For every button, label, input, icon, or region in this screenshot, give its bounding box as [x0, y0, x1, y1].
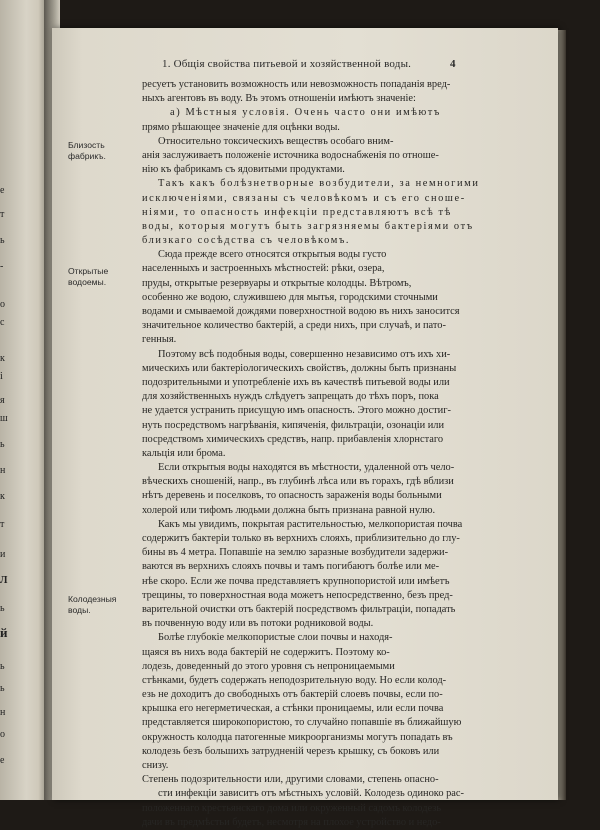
text-line: нію къ фабрикамъ съ ядовитыми продуктами.	[142, 164, 345, 176]
body-text	[142, 78, 528, 830]
left-page-fragment: с	[0, 317, 5, 328]
text-line: положеннаго крестьянскаго дома или окруженный садомъ колодезь	[142, 802, 442, 814]
text-line: Болѣе глубокіе мелкопористые слои почвы и находя-	[158, 632, 393, 644]
left-page-fragment: о	[0, 729, 5, 740]
text-line: бины въ 4 метра. Попавшіе на землю заразные возбудители задержи-	[142, 547, 449, 559]
text-line: ваются въ верхнихъ слояхъ почвы и тамъ погибаютъ болѣе или ме-	[142, 561, 440, 573]
text-line: пруды, открытые резервуары и открытые колодцы. Вѣтромъ,	[142, 277, 412, 289]
left-page-fragment: т	[0, 209, 5, 220]
text-line: дачи въ предмѣстьи будетъ, несмотря на плохое устройство и недо-	[142, 816, 441, 828]
text-line: Относительно токсическихъ веществъ особаго вним-	[158, 135, 394, 147]
text-line: мическихъ или бактеріологическихъ свойствъ, должны быть признаны	[142, 362, 457, 374]
text-line: прямо рѣшающее значеніе для оцѣнки воды.	[142, 121, 340, 133]
left-page-fragment: -	[0, 261, 4, 272]
left-page-fragment: н	[0, 465, 6, 476]
text-line: кальція или брома.	[142, 447, 226, 459]
left-page-fragment: и	[0, 549, 6, 560]
text-line: варительной очистки отъ бактерій посредствомъ фильтраціи, попадать	[142, 603, 456, 615]
text-line: воды, которыя могутъ быть загрязняемы бактеріями отъ	[142, 220, 474, 232]
left-page-fragment: о	[0, 299, 5, 310]
left-page-fragment: ь	[0, 439, 5, 450]
text-line: а) Мѣстныя условія. Очень часто они имѣютъ	[170, 107, 441, 119]
text-line: Степень подозрительности или, другими словами, степень опасно-	[142, 774, 439, 786]
text-line: Такъ какъ болѣзнетворные возбудители, за немногими	[158, 178, 480, 190]
left-page-fragment: ш	[0, 413, 8, 424]
left-page-fragment: ь	[0, 235, 5, 246]
page-number: 4	[450, 58, 456, 70]
text-line: ресуетъ установить возможность или невозможность попаданія вред-	[142, 79, 451, 90]
text-line: анія заслуживаетъ положеніе источника водоснабженія по отноше-	[142, 149, 439, 161]
text-line: населенныхъ и застроенныхъ мѣстностей: рѣки, озера,	[142, 263, 385, 275]
text-line: нѣе скоро. Если же почва представляетъ крупнопористой или имѣетъ	[142, 575, 450, 587]
text-line: снизу.	[142, 760, 169, 771]
left-page-fragment: Л	[0, 575, 8, 586]
running-header-title: 1. Общія свойства питьевой и хозяйственной воды.	[162, 58, 412, 70]
text-line: нуть посредствомъ нагрѣванія, кипяченія, фильтраціи, озонаціи или	[142, 419, 445, 431]
left-page-fragment: я	[0, 395, 5, 406]
left-page-fragment: т	[0, 519, 5, 530]
text-line: ніями, то опасность инфекціи представляютъ всѣ тѣ	[142, 206, 452, 218]
left-page-fragment: н	[0, 707, 6, 718]
text-line: близкаго сосѣдства съ человѣкомъ.	[142, 235, 351, 247]
left-page-fragment: і	[0, 371, 3, 382]
text-line: для хозяйственныхъ нуждъ слѣдуетъ запрещать до тѣхъ поръ, пока	[142, 391, 439, 403]
text-line: водами и смываемой дождями поверхностной водою въ нихъ заносится	[142, 306, 460, 317]
text-line: въ почвенную воду или въ потоки родниковой воды.	[142, 618, 374, 630]
text-line: Какъ мы увидимъ, покрытая растительностью, мелкопористая почва	[158, 518, 463, 530]
text-line: сти инфекціи зависитъ отъ мѣстныхъ условій. Колодезь одиноко рас-	[158, 788, 464, 800]
text-line: ныхъ агентовъ въ воду. Въ этомъ отношеніи имѣютъ значеніе:	[142, 93, 416, 105]
text-line: значительное количество бактерій, а среди нихъ, при случаѣ, и пато-	[142, 320, 446, 332]
text-line: нѣтъ деревень и поселковъ, то опасность зараженія воды больными	[142, 490, 442, 502]
text-line: колодезь безъ большихъ затрудненій черезъ крышку, съ боковъ или	[142, 745, 440, 757]
left-page-fragment: е	[0, 185, 5, 196]
text-line: Если открытыя воды находятся въ мѣстности, удаленной отъ чело-	[158, 462, 455, 474]
left-page-fragment: ь	[0, 603, 5, 614]
left-page-fragment: ь	[0, 683, 5, 694]
text-line: исключеніями, связаны съ человѣкомъ и съ его сноше-	[142, 192, 466, 204]
margin-note-factories: Близость фабрикъ.	[68, 140, 106, 161]
text-line: лодезь, доведенный до этого уровня съ непроницаемыми	[142, 660, 395, 672]
book-page	[52, 28, 558, 828]
text-line: крышка его негерметическая, а стѣнки проницаемы, или если почва	[142, 703, 444, 715]
text-line: вѣческихъ сношеній, напр., въ глубинѣ лѣса или въ горахъ, гдѣ вблизи	[142, 476, 454, 488]
text-line: представляется широкопористою, то случайно попавшіе въ ближайшую	[142, 717, 462, 729]
running-header	[52, 58, 558, 72]
text-line: подозрительными и употребленіе ихъ въ качествѣ питьевой воды или	[142, 376, 450, 388]
text-line: щаяся въ нихъ вода бактерій не содержитъ. Поэтому ко-	[142, 646, 390, 658]
text-line: Поэтому всѣ подобныя воды, совершенно независимо отъ ихъ хи-	[158, 348, 451, 360]
text-line: окружность колодца патогенные микроорганизмы могутъ попадать въ	[142, 731, 453, 743]
left-page-fragment: к	[0, 491, 5, 502]
margin-note-open-waters: Открытые водоемы.	[68, 266, 109, 287]
text-line: не удается устранить присущую имъ опасность. Этого можно достиг-	[142, 405, 451, 417]
left-page-edge	[0, 0, 48, 800]
text-line: стѣнками, будетъ содержать неподозрительную воду. Но если колод-	[142, 674, 447, 686]
text-line: особенно же водою, служившею для мытья, городскими сточными	[142, 291, 438, 303]
margin-note-wells: Колодезныя воды.	[68, 594, 117, 615]
left-page-fragment: ь	[0, 661, 5, 672]
text-line: трещины, то поверхностная вода можетъ непосредственно, безъ пред-	[142, 589, 453, 601]
left-page-fragment: е	[0, 755, 5, 766]
text-line: генныя.	[142, 334, 177, 346]
text-line: Сюда прежде всего относятся открытыя воды густо	[158, 249, 387, 261]
left-page-fragment: й	[0, 625, 8, 640]
text-line: езь не доходитъ до свободныхъ отъ бактерій слоевъ почвы, если по-	[142, 689, 443, 701]
left-page-fragment: к	[0, 353, 5, 364]
text-line: содержитъ бактеріи только въ верхнихъ слояхъ, приблизительно до глу-	[142, 533, 460, 544]
text-line: посредствомъ химическихъ средствъ, напр. прибавленія хлорнстаго	[142, 433, 444, 445]
text-line: холерой или тифомъ людьми должна быть признана равной нулю.	[142, 504, 436, 516]
